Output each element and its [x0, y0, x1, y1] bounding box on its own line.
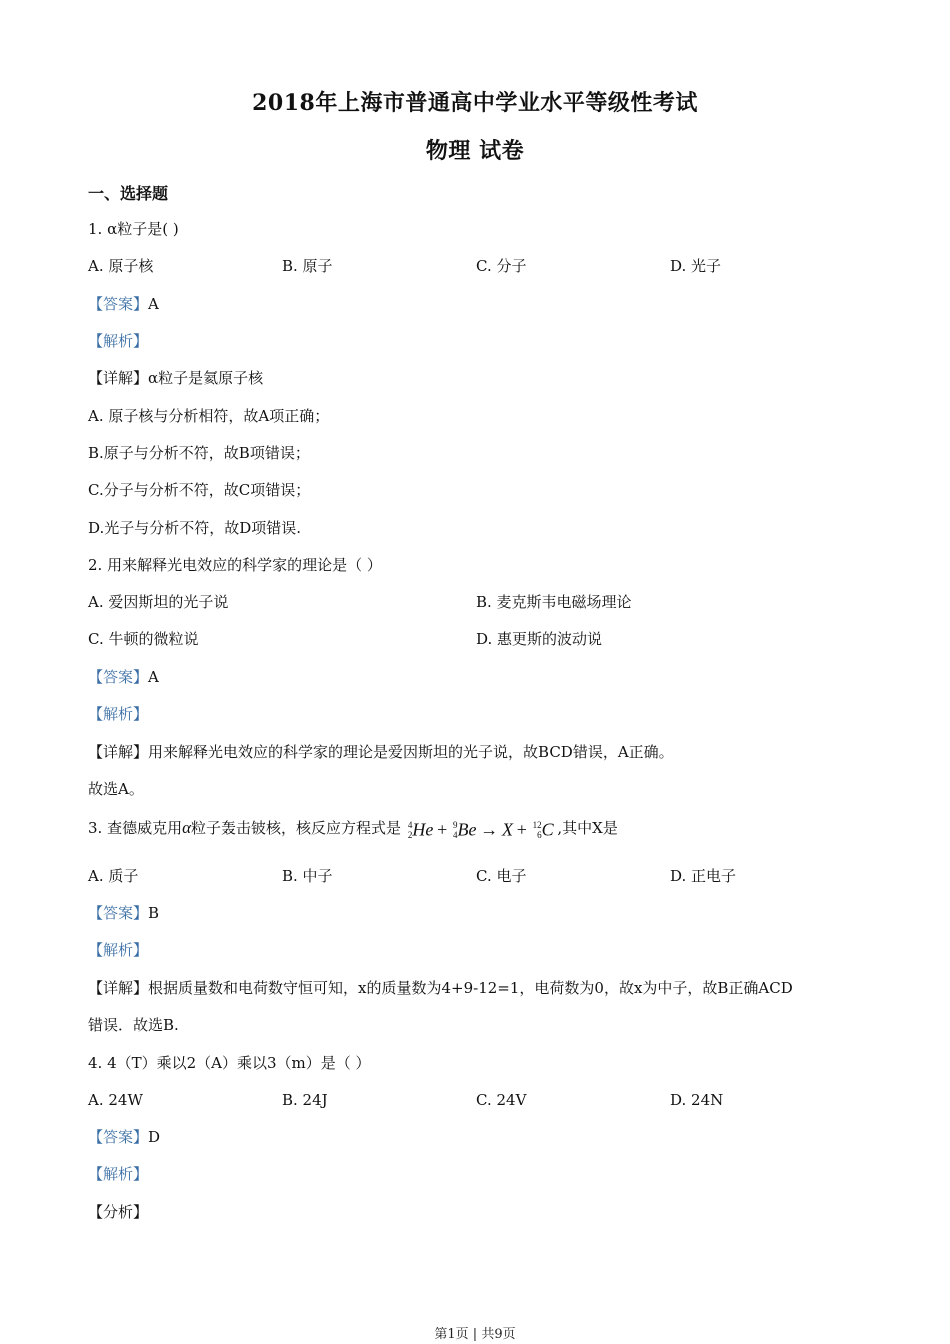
- q1-option-c: C. 分子: [476, 257, 527, 275]
- q4-stem: 4. 4（T）乘以2（A）乘以3（m）是（ ）: [88, 1054, 371, 1072]
- section-heading: 一、选择题: [88, 184, 169, 203]
- detail-tag: 【详解】: [88, 369, 149, 387]
- q3-detail-continued: 错误．故选B.: [88, 1016, 179, 1034]
- q4-option-c: C. 24V: [476, 1091, 527, 1109]
- q1-explanation-c: C.分子与分析不符，故C项错误；: [88, 481, 311, 499]
- be-mass-number: 9: [452, 819, 458, 830]
- plus-sign: +: [437, 819, 448, 840]
- detail-tag: 【详解】: [88, 743, 149, 761]
- q3-option-a: A. 质子: [88, 867, 139, 885]
- answer-value: A: [148, 295, 159, 313]
- he-nuclide-numbers: [408, 820, 413, 840]
- detail-text: 根据质量数和电荷数守恒可知，x的质量数为4+9-12=1，电荷数为0，故x为中子，故B正确ACD: [148, 979, 793, 997]
- q1-explanation-d: D.光子与分析不符，故D项错误.: [88, 519, 302, 537]
- q3-analysis-tag: 【解析】: [88, 941, 149, 959]
- plus-sign: +: [516, 819, 527, 840]
- c-nuclide-numbers: [533, 820, 542, 840]
- he-symbol: He: [412, 819, 434, 840]
- q3-option-b: B. 中子: [282, 867, 333, 885]
- answer-value: A: [148, 668, 159, 686]
- answer-tag: 【答案】: [88, 295, 149, 313]
- c-mass-number: 12: [532, 819, 542, 830]
- q3-detail: [88, 978, 793, 998]
- q1-option-d: D. 光子: [670, 257, 722, 275]
- x-symbol: X: [501, 819, 513, 840]
- q1-stem: 1. α粒子是( ): [88, 220, 179, 238]
- q3-stem-suffix: ,其中X是: [557, 819, 618, 837]
- q4-option-b: B. 24J: [282, 1091, 328, 1109]
- answer-tag: 【答案】: [88, 668, 149, 686]
- q2-option-b: B. 麦克斯韦电磁场理论: [476, 593, 632, 611]
- be-charge-number: 4: [452, 829, 458, 840]
- detail-text: 用来解释光电效应的科学家的理论是爱因斯坦的光子说，故BCD错误，A正确。: [148, 743, 674, 761]
- q4-answer: [88, 1127, 160, 1147]
- q2-detail: [88, 742, 674, 762]
- q2-analysis-tag: 【解析】: [88, 705, 149, 723]
- answer-tag: 【答案】: [88, 1128, 149, 1146]
- q2-answer: [88, 667, 159, 687]
- nuclear-equation: [406, 819, 558, 840]
- q3-stem-prefix: 3. 查德威克用: [88, 819, 183, 837]
- q1-option-a: A. 原子核: [88, 257, 154, 275]
- arrow-symbol: →: [480, 819, 499, 840]
- q1-explanation-b: B.原子与分析不符，故B项错误；: [88, 444, 310, 462]
- c-symbol: C: [541, 819, 554, 840]
- alpha-symbol: α: [182, 818, 192, 837]
- q1-analysis-tag: 【解析】: [88, 332, 149, 350]
- be-nuclide-numbers: [453, 820, 458, 840]
- q2-option-d: D. 惠更斯的波动说: [476, 630, 603, 648]
- q3-stem-mid: 粒子轰击铍核，核反应方程式是: [191, 819, 402, 837]
- q1-explanation-a: A. 原子核与分析相符，故A项正确；: [88, 407, 330, 425]
- q4-option-a: A. 24W: [88, 1091, 143, 1109]
- c-charge-number: 6: [537, 829, 542, 840]
- page-subtitle: 物理 试卷: [425, 138, 525, 164]
- q1-detail: [88, 368, 263, 388]
- page-title: 2018年上海市普通高中学业水平等级性考试: [252, 90, 698, 116]
- detail-text: α粒子是氦原子核: [148, 369, 264, 387]
- q2-stem: 2. 用来解释光电效应的科学家的理论是（ ）: [88, 556, 382, 574]
- q4-fenxi-tag: 【分析】: [88, 1203, 149, 1221]
- q3-option-d: D. 正电子: [670, 867, 737, 885]
- answer-value: B: [148, 904, 160, 922]
- q1-option-b: B. 原子: [282, 257, 333, 275]
- q3-option-c: C. 电子: [476, 867, 527, 885]
- q3-stem: [88, 818, 618, 840]
- he-mass-number: 4: [407, 819, 413, 830]
- q4-option-d: D. 24N: [670, 1091, 724, 1109]
- page-number-footer: 第1页 | 共9页: [434, 1327, 516, 1342]
- q2-option-a: A. 爱因斯坦的光子说: [88, 593, 229, 611]
- detail-tag: 【详解】: [88, 979, 149, 997]
- answer-value: D: [148, 1128, 161, 1146]
- q1-answer: [88, 294, 159, 314]
- be-symbol: Be: [457, 819, 477, 840]
- q4-analysis-tag: 【解析】: [88, 1165, 149, 1183]
- he-charge-number: 2: [407, 829, 413, 840]
- q2-option-c: C. 牛顿的微粒说: [88, 630, 199, 648]
- answer-tag: 【答案】: [88, 904, 149, 922]
- q3-answer: [88, 903, 159, 923]
- q2-conclusion: 故选A。: [88, 780, 144, 798]
